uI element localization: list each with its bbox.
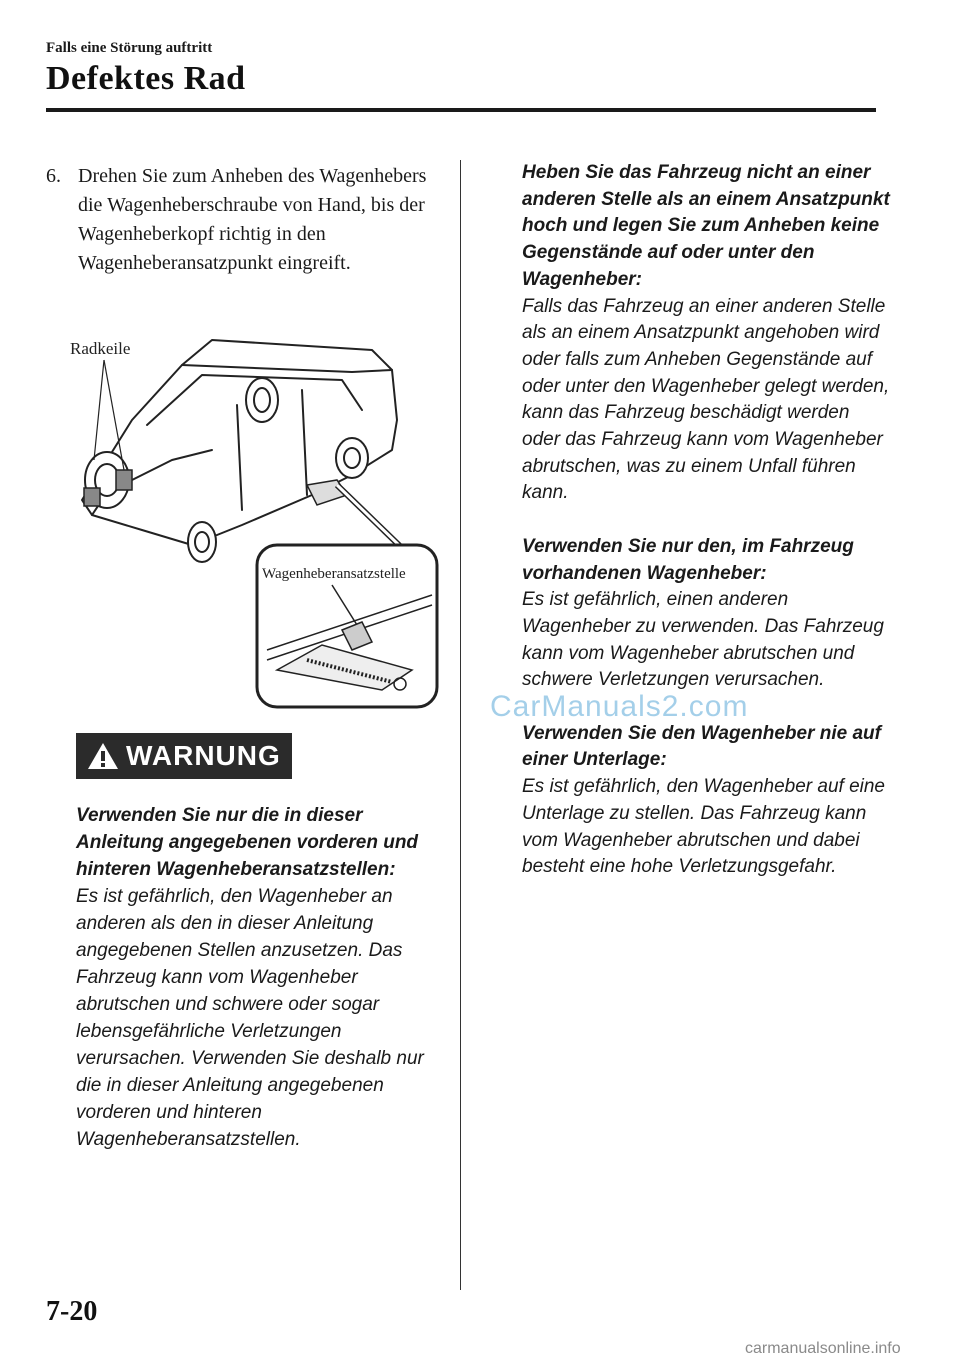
paragraph-body: Falls das Fahrzeug an einer anderen Stelle als an einem Ansatzpunkt angehoben wird oder falls zum Anheben Gegenstände auf oder unter den Wagenheber gelegt werden, kann das Fahrzeug beschädigt werden oder das Fahrzeug kann vom Wagenheber abrutschen, was zu einem Unfall führen kann. <box>522 295 890 504</box>
warning-paragraph-3 <box>522 721 892 881</box>
warning-body: Es ist gefährlich, den Wagenheber an anderen als den in dieser Anleitung angegebenen Stellen anzusetzen. Das Fahrzeug kann vom Wagenheber abrutschen und schwere oder sogar lebensgefährliche Verletzungen verursachen. Verwenden Sie deshalb nur die in dieser Anleitung angegebenen vorderen und hinteren Wagenheberansatzstellen. <box>76 886 424 1150</box>
paragraph-heading: Verwenden Sie den Wagenheber nie auf einer Unterlage: <box>522 722 881 771</box>
paragraph-heading: Verwenden Sie nur den, im Fahrzeug vorhandenen Wagenheber: <box>522 535 854 584</box>
column-divider <box>460 160 461 1290</box>
warning-paragraph-1 <box>522 160 892 507</box>
paragraph-heading: Heben Sie das Fahrzeug nicht an einer anderen Stelle als an einem Ansatzpunkt hoch und legen Sie zum Anheben keine Gegenstände auf oder unter den Wagenheber: <box>522 162 890 290</box>
paragraph-body: Es ist gefährlich, den Wagenheber auf eine Unterlage zu stellen. Das Fahrzeug kann vom Wagenheber abrutschen und dabei besteht eine hohe Verletzungsgefahr. <box>522 776 885 878</box>
warning-heading: Verwenden Sie nur die in dieser Anleitung angegebenen vorderen und hinteren Wagenheberansatzstellen: <box>76 805 419 880</box>
watermark: CarManuals2.com <box>490 690 749 723</box>
warning-paragraph-2 <box>522 534 892 694</box>
page-number: 7-20 <box>46 1296 98 1327</box>
warning-banner <box>76 733 292 779</box>
section-label: Falls eine Störung auftritt <box>46 40 213 56</box>
warning-text-block <box>76 802 436 1153</box>
warning-label: WARNUNG <box>126 740 281 771</box>
page-title: Defektes Rad <box>46 60 246 97</box>
label-wheel-chocks: Radkeile <box>70 339 131 358</box>
car-roof-line <box>182 365 392 372</box>
step-number: 6. <box>46 165 61 187</box>
right-column <box>522 160 892 908</box>
footer-watermark: carmanualsonline.info <box>745 1340 901 1357</box>
car-jack-illustration <box>62 310 442 710</box>
warning-icon <box>86 741 120 771</box>
paragraph-body: Es ist gefährlich, einen anderen Wagenheber zu verwenden. Das Fahrzeug kann vom Wagenheber abrutschen und schwere Verletzungen verursachen. <box>522 589 884 691</box>
title-rule <box>46 108 876 112</box>
step-6 <box>46 162 446 278</box>
car-door-line <box>237 405 242 510</box>
step-text: Drehen Sie zum Anheben des Wagenhebers die Wagenheberschraube von Hand, bis der Wagenheberkopf richtig in den Wagenheberansatzpunkt eingreift. <box>78 165 427 274</box>
label-jack-point: Wagenheberansatzstelle <box>262 566 406 582</box>
